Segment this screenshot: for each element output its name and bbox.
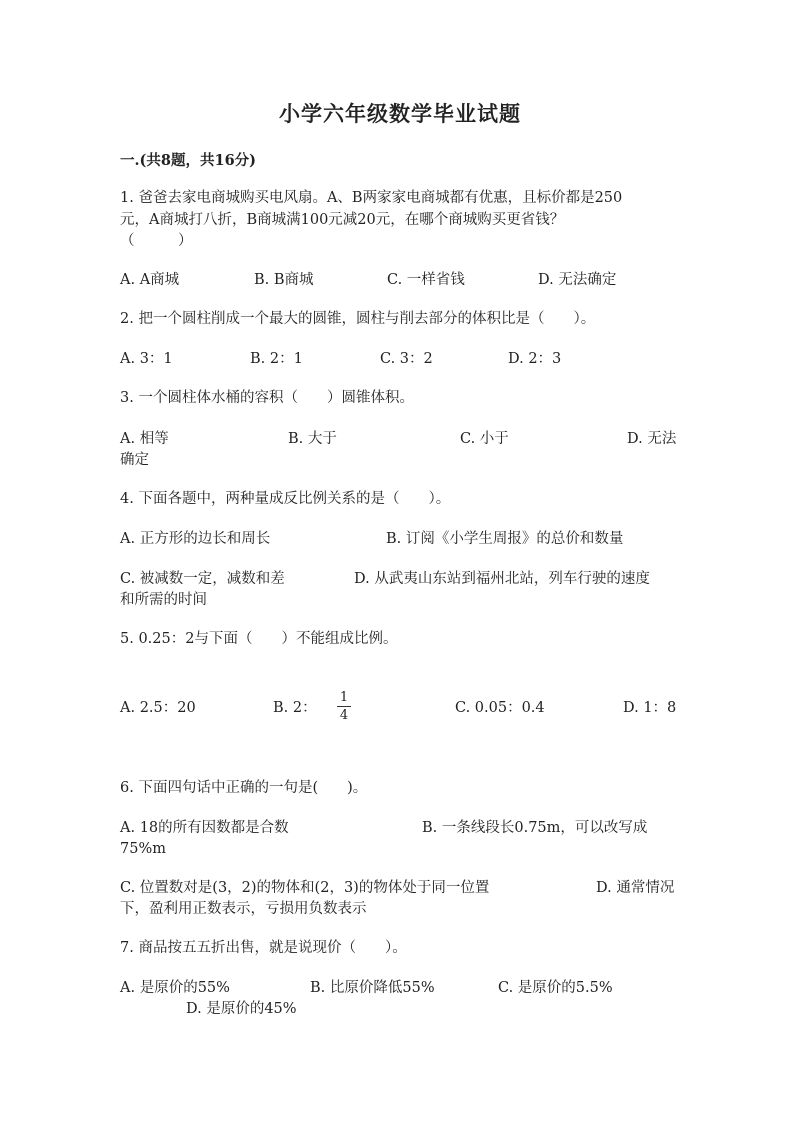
- question-2-text: 2. 把一个圆柱削成一个最大的圆锥，圆柱与削去部分的体积比是（ ）。: [120, 311, 596, 327]
- question-5-text: 5. 0.25：2与下面（ ）不能组成比例。: [120, 631, 398, 647]
- question-6-option-c: C. 位置数对是(3，2)的物体和(2，3)的物体处于同一位置: [120, 880, 490, 896]
- question-6-option-b: B. 一条线段长0.75m，可以改写成: [422, 820, 648, 836]
- question-5-option-b-fraction: [337, 690, 351, 723]
- question-6-text: 6. 下面四句话中正确的一句是( )。: [120, 780, 368, 796]
- question-3-option-c: C. 小于: [460, 431, 509, 447]
- question-4-option-c: C. 被减数一定，减数和差: [120, 571, 285, 587]
- question-5-option-a: A. 2.5：20: [120, 700, 196, 716]
- question-4-text: 4. 下面各题中，两种量成反比例关系的是（ ）。: [120, 491, 451, 507]
- section-heading: 一.(共8题，共16分): [120, 152, 257, 169]
- question-2-option-d: D. 2：3: [508, 351, 562, 367]
- question-4-option-a: A. 正方形的边长和周长: [120, 531, 271, 547]
- question-3-option-b: B. 大于: [288, 431, 337, 447]
- question-4-option-d: D. 从武夷山东站到福州北站，列车行驶的速度: [354, 571, 650, 587]
- question-4-option-d-wrap: 和所需的时间: [120, 592, 207, 608]
- question-1-line-2: 元，A商城打八折，B商城满100元减20元，在哪个商城购买更省钱？: [120, 212, 565, 228]
- question-1-option-a: A. A商城: [120, 272, 180, 288]
- question-1-line-1: 1. 爸爸去家电商城购买电风扇。A、B两家家电商城都有优惠，且标价都是250: [120, 190, 623, 206]
- question-7-option-d: D. 是原价的45%: [186, 1001, 297, 1017]
- question-5-option-b: B. 2：: [273, 700, 317, 716]
- question-1-option-b: B. B商城: [254, 272, 314, 288]
- question-2-option-c: C. 3：2: [380, 351, 433, 367]
- question-3-option-d: D. 无法: [627, 431, 677, 447]
- fraction-denominator: 4: [339, 708, 349, 723]
- question-7-option-c: C. 是原价的5.5%: [498, 980, 613, 996]
- question-4-option-b: B. 订阅《小学生周报》的总价和数量: [386, 531, 624, 547]
- question-6-option-d-wrap: 下，盈利用正数表示，亏损用负数表示: [120, 901, 367, 917]
- question-6-option-b-wrap: 75%m: [120, 841, 166, 857]
- question-7-option-a: A. 是原价的55%: [120, 980, 230, 996]
- question-1-option-d: D. 无法确定: [538, 272, 617, 288]
- question-1-option-c: C. 一样省钱: [387, 272, 465, 288]
- question-5-option-c: C. 0.05：0.4: [455, 700, 545, 716]
- question-3-text: 3. 一个圆柱体水桶的容积（ ）圆锥体积。: [120, 390, 414, 406]
- question-3-option-a: A. 相等: [120, 431, 169, 447]
- question-6-option-a: A. 18的所有因数都是合数: [120, 820, 289, 836]
- fraction-bar: [337, 706, 351, 707]
- question-5-option-d: D. 1：8: [623, 700, 677, 716]
- exam-title: 小学六年级数学毕业试题: [279, 101, 521, 126]
- question-7-option-b: B. 比原价降低55%: [310, 980, 435, 996]
- question-6-option-d: D. 通常情况: [596, 880, 675, 896]
- question-7-text: 7. 商品按五五折出售，就是说现价（ ）。: [120, 940, 407, 956]
- question-1-answer-blank: （ ）: [120, 233, 193, 249]
- fraction-numerator: 1: [339, 690, 349, 705]
- question-3-option-d-wrap: 确定: [120, 452, 149, 468]
- question-2-option-a: A. 3：1: [120, 351, 173, 367]
- question-2-option-b: B. 2：1: [250, 351, 303, 367]
